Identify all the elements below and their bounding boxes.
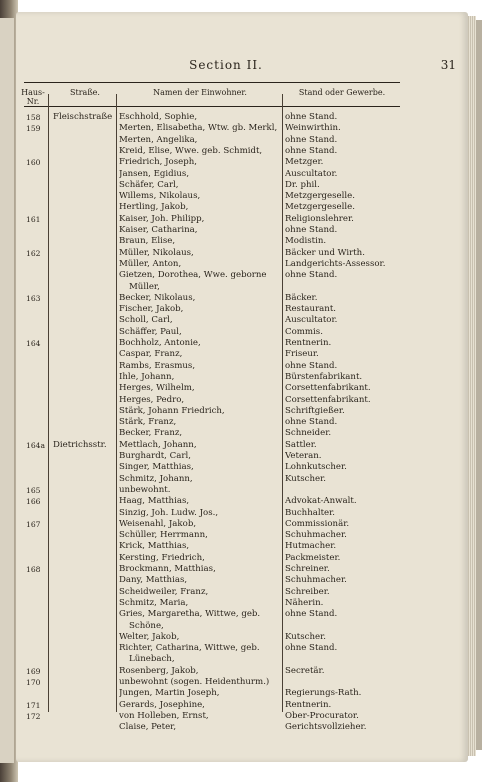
occupation: ohne Stand. [285, 225, 338, 235]
resident-name: Merten, Angelika, [119, 134, 198, 145]
table-row [16, 541, 468, 552]
house-number: 162 [26, 248, 41, 258]
occupation: Veteran. [285, 451, 322, 461]
table-row [16, 632, 468, 643]
table-row [16, 485, 468, 496]
occupation: Restaurant. [285, 304, 337, 315]
table-row [16, 338, 468, 349]
occupation: ohne Stand. [285, 145, 338, 156]
resident-name: Schmitz, Maria, [119, 597, 189, 608]
table-row [16, 530, 468, 541]
resident-name: Mettlach, Johann, [119, 439, 197, 450]
resident-name: Singer, Matthias, [119, 462, 194, 473]
resident-name: Hertling, Jakob, [119, 202, 189, 213]
table-row [16, 711, 468, 722]
table-row [16, 587, 468, 598]
table-row [16, 700, 468, 711]
street-name: Fleischstraße [53, 112, 113, 122]
house-number: 168 [26, 565, 41, 574]
resident-name: Schäffer, Paul, [119, 326, 182, 337]
table-row [16, 146, 468, 157]
table-row [16, 395, 468, 406]
occupation: Commissionär. [285, 518, 350, 529]
resident-name: Willems, Nikolaus, [119, 191, 201, 202]
resident-name: Eschhold, Sophie, [119, 112, 198, 122]
resident-name: Herges, Wilhelm, [119, 383, 195, 394]
resident-name: Kaiser, Joh. Philipp, [119, 213, 205, 224]
occupation: Regierungs-Rath. [285, 688, 362, 699]
occupation: ohne Stand. [285, 643, 338, 654]
occupation: Schriftgießer. [285, 405, 345, 416]
page-number: 31 [440, 58, 456, 72]
table-row [16, 248, 468, 259]
table-row [16, 440, 468, 451]
resident-name: Gerards, Josephine, [119, 699, 205, 710]
occupation: Friseur. [285, 349, 319, 360]
occupation: Packmeister. [285, 552, 341, 563]
table-row [16, 135, 468, 146]
table-row [16, 123, 468, 134]
table-row [16, 722, 468, 733]
table-row [16, 270, 468, 281]
table-row [16, 327, 468, 338]
resident-name: Bochholz, Antonie, [119, 338, 201, 348]
occupation: Bäcker und Wirth. [285, 247, 365, 258]
occupation: Näherin. [285, 597, 324, 608]
resident-name: Welter, Jakob, [119, 631, 180, 642]
table-row [16, 293, 468, 304]
occupation: ohne Stand. [285, 609, 338, 620]
table-row [16, 191, 468, 202]
occupation: ohne Stand. [285, 360, 338, 371]
resident-name: Dany, Matthias, [119, 575, 188, 586]
resident-name: Müller, [129, 281, 160, 292]
table-row [16, 349, 468, 360]
street-name: Dietrichsstr. [53, 439, 107, 450]
house-number: 164 [26, 339, 41, 348]
table-row [16, 157, 468, 168]
occupation: Schreiber. [285, 586, 330, 597]
resident-name: Schäfer, Carl, [119, 179, 179, 190]
table-row [16, 169, 468, 180]
resident-name: Scholl, Carl, [119, 315, 173, 326]
resident-name: Merten, Elisabetha, Wtw. gb. Merkl, [119, 123, 278, 134]
resident-name: von Holleben, Ernst, [119, 710, 209, 721]
table-row [16, 496, 468, 507]
resident-name: Sinzig, Joh. Ludw. Jos., [119, 507, 219, 518]
house-number: 169 [26, 666, 41, 676]
table-row [16, 417, 468, 428]
table-row [16, 112, 468, 123]
resident-name: Fischer, Jakob, [119, 304, 184, 315]
resident-name: Richter, Catharina, Wittwe, geb. [119, 643, 260, 654]
table-row [16, 654, 468, 665]
occupation: Kutscher. [285, 473, 326, 484]
table-row [16, 474, 468, 485]
section-title: Section II. [189, 58, 263, 72]
occupation: Modistin. [285, 236, 327, 247]
resident-name: Herges, Pedro, [119, 394, 185, 405]
resident-name: Rosenberg, Jakob, [119, 665, 199, 676]
table-row [16, 519, 468, 530]
occupation: Weinwirthin. [285, 123, 341, 134]
house-number: 167 [26, 519, 41, 529]
table-row [16, 214, 468, 225]
occupation: Schuhmacher. [285, 530, 347, 541]
occupation: Corsettenfabrikant. [285, 394, 371, 405]
resident-name: Gietzen, Dorothea, Wwe. geborne [119, 270, 267, 281]
resident-name: Jungen, Martin Joseph, [119, 688, 220, 699]
table-row [16, 621, 468, 632]
occupation: Schneider. [285, 428, 332, 439]
resident-name: Haag, Matthias, [119, 496, 190, 507]
resident-name: Schmitz, Johann, [119, 473, 193, 484]
header-rule-bottom [24, 106, 400, 107]
house-number: 166 [26, 497, 41, 507]
occupation: Dr. phil. [285, 179, 320, 190]
house-number: 165 [26, 485, 41, 495]
occupation: Metzger. [285, 157, 324, 168]
resident-name: Braun, Elise, [119, 236, 176, 247]
table-row [16, 575, 468, 586]
occupation: Gerichtsvollzieher. [285, 722, 367, 733]
table-row [16, 688, 468, 699]
occupation: Metzgergeselle. [285, 202, 355, 213]
occupation: ohne Stand. [285, 270, 338, 281]
occupation: ohne Stand. [285, 112, 338, 122]
table-row [16, 361, 468, 372]
occupation: Advokat-Anwalt. [285, 496, 357, 507]
occupation: Auscultator. [285, 168, 338, 179]
table-row [16, 451, 468, 462]
table-row [16, 372, 468, 383]
house-number: 163 [26, 293, 41, 303]
house-number: 164a [26, 440, 46, 450]
table-row [16, 462, 468, 473]
table-row [16, 428, 468, 439]
resident-name: Kersting, Friedrich, [119, 552, 205, 563]
occupation: Commis. [285, 326, 323, 337]
occupation: Bürstenfabrikant. [285, 371, 363, 382]
occupation: Schreiner. [285, 564, 330, 574]
previous-page-edge [0, 18, 14, 763]
table-row [16, 564, 468, 575]
resident-name: Burghardt, Carl, [119, 451, 191, 461]
occupation: Rentnerin. [285, 338, 332, 348]
resident-name: Schüller, Herrmann, [119, 530, 208, 541]
occupation: Rentnerin. [285, 699, 332, 710]
occupation: Hutmacher. [285, 541, 337, 552]
house-number: 172 [26, 711, 41, 721]
resident-name: Kaiser, Catharina, [119, 225, 198, 235]
occupation: Lohnkutscher. [285, 462, 347, 473]
resident-name: Stärk, Franz, [119, 417, 177, 428]
table-row [16, 643, 468, 654]
house-number: 170 [26, 678, 41, 687]
resident-name: Kreid, Elise, Wwe. geb. Schmidt, [119, 145, 263, 156]
occupation: Ober-Procurator. [285, 710, 359, 721]
occupation: ohne Stand. [285, 134, 338, 145]
house-number: 160 [26, 158, 41, 168]
occupation: ohne Stand. [285, 417, 338, 428]
resident-name: Gries, Margaretha, Wittwe, geb. [119, 609, 261, 620]
header-rule-top [24, 82, 400, 83]
column-street: Straße. [70, 88, 100, 97]
resident-name: Brockmann, Matthias, [119, 564, 216, 574]
resident-name: Weisenahl, Jakob, [119, 518, 197, 529]
occupation: Religionslehrer. [285, 213, 354, 224]
table-row [16, 202, 468, 213]
occupation: Kutscher. [285, 631, 326, 642]
house-number: 158 [26, 113, 41, 122]
resident-name: Jansen, Egidius, [119, 168, 190, 179]
occupation: Sattler. [285, 439, 317, 450]
house-number: 171 [26, 700, 41, 710]
table-row [16, 180, 468, 191]
occupation: Corsettenfabrikant. [285, 383, 371, 394]
column-house-no: Haus-Nr. [21, 88, 45, 106]
page [16, 12, 468, 762]
table-row [16, 383, 468, 394]
table-row [16, 225, 468, 236]
table-row [16, 259, 468, 270]
house-number: 161 [26, 214, 41, 224]
table-row [16, 598, 468, 609]
occupation: Landgerichts-Assessor. [285, 258, 386, 269]
resident-name: Stärk, Johann Friedrich, [119, 405, 225, 416]
occupation: Bäcker. [285, 292, 318, 303]
resident-name: Claise, Peter, [119, 722, 177, 733]
resident-name: Müller, Nikolaus, [119, 247, 194, 258]
book-cover-edge [476, 20, 482, 750]
column-occupation: Stand oder Gewerbe. [298, 88, 386, 97]
resident-name: Schöne, [129, 620, 164, 631]
occupation: Secretär. [285, 665, 325, 676]
resident-name: Becker, Nikolaus, [119, 292, 196, 303]
table-row [16, 315, 468, 326]
resident-name: Becker, Franz, [119, 428, 183, 439]
resident-name: Scheidweiler, Franz, [119, 586, 209, 597]
resident-name: Ihle, Johann, [119, 371, 175, 382]
page-header [16, 58, 468, 78]
table-row [16, 304, 468, 315]
table-row [16, 609, 468, 620]
resident-name: unbewohnt (sogen. Heidenthurm.) [119, 677, 270, 687]
resident-name: Lünebach, [129, 654, 175, 665]
table-row [16, 236, 468, 247]
resident-name: Rambs, Erasmus, [119, 360, 196, 371]
table-row [16, 666, 468, 677]
house-number: 159 [26, 124, 41, 134]
resident-name: unbewohnt. [119, 484, 171, 495]
occupation: Auscultator. [285, 315, 338, 326]
table-row [16, 677, 468, 688]
table-row [16, 553, 468, 564]
resident-name: Caspar, Franz, [119, 349, 183, 360]
table-row [16, 282, 468, 293]
resident-name: Friedrich, Joseph, [119, 157, 197, 168]
table-row [16, 508, 468, 519]
resident-name: Müller, Anton, [119, 258, 182, 269]
table-row [16, 406, 468, 417]
occupation: Buchhalter. [285, 507, 336, 518]
occupation: Metzgergeselle. [285, 191, 355, 202]
occupation: Schuhmacher. [285, 575, 347, 586]
resident-name: Krick, Matthias, [119, 541, 190, 552]
column-names: Namen der Einwohner. [153, 88, 247, 97]
